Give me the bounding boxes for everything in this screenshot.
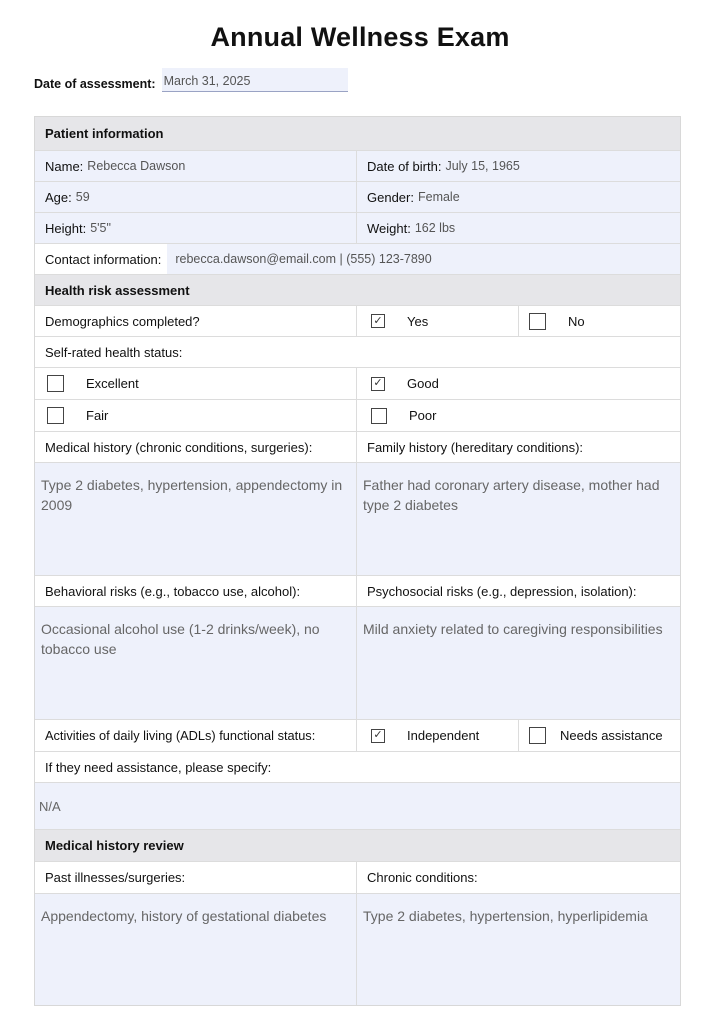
age-value: 59 (75, 190, 90, 204)
medical-history-input[interactable]: Type 2 diabetes, hypertension, appendectomy in 2009 (35, 463, 356, 575)
weight-field[interactable] (356, 213, 680, 243)
checkbox-good[interactable]: ✓ (371, 377, 385, 391)
family-history-input[interactable]: Father had coronary artery disease, mother had type 2 diabetes (356, 463, 680, 575)
option-good-label: Good (407, 376, 439, 391)
option-needs-assistance-label: Needs assistance (560, 728, 663, 743)
medical-history-label: Medical history (chronic conditions, surgeries): (45, 439, 313, 455)
option-no-label: No (568, 313, 585, 329)
checkbox-yes[interactable]: ✓ (371, 314, 385, 328)
page-title: Annual Wellness Exam (210, 22, 510, 52)
height-label: Height: (45, 220, 87, 236)
assistance-specify-input[interactable]: N/A (35, 783, 680, 829)
date-of-assessment-field[interactable]: March 31, 2025 (162, 68, 348, 92)
checkbox-fair[interactable] (47, 407, 64, 424)
health-poor-option[interactable] (356, 400, 680, 431)
health-good-option[interactable] (356, 368, 680, 399)
dob-field[interactable] (356, 151, 680, 181)
weight-label: Weight: (367, 220, 411, 236)
past-illnesses-label: Past illnesses/surgeries: (45, 870, 186, 885)
gender-label: Gender: (367, 189, 414, 205)
family-history-label: Family history (hereditary conditions): (356, 432, 680, 462)
date-of-assessment-label: Date of assessment: (34, 77, 156, 91)
dob-value: July 15, 1965 (445, 159, 520, 173)
behavioral-risks-input[interactable]: Occasional alcohol use (1-2 drinks/week), no tobacco use (35, 607, 356, 719)
contact-field[interactable] (167, 244, 680, 274)
weight-value: 162 lbs (414, 221, 456, 235)
checkbox-poor[interactable] (371, 408, 387, 424)
age-label: Age: (45, 189, 72, 205)
adl-label: Activities of daily living (ADLs) functional status: (45, 728, 316, 743)
health-excellent-option[interactable] (35, 368, 356, 399)
behavioral-risks-label: Behavioral risks (e.g., tobacco use, alcohol): (45, 583, 301, 599)
past-illnesses-input[interactable]: Appendectomy, history of gestational diabetes (35, 894, 356, 1005)
psychosocial-risks-input[interactable]: Mild anxiety related to caregiving responsibilities (356, 607, 680, 719)
section-medical-history-review: Medical history review (35, 830, 680, 861)
demographics-yes-option[interactable] (356, 306, 518, 336)
demographics-label: Demographics completed? (45, 313, 200, 329)
chronic-conditions-label: Chronic conditions: (356, 862, 680, 893)
checkbox-excellent[interactable] (47, 375, 64, 392)
checkbox-needs-assistance[interactable] (529, 727, 546, 744)
dob-label: Date of birth: (367, 158, 442, 174)
assistance-specify-label: If they need assistance, please specify: (45, 759, 272, 775)
date-of-assessment-row (34, 66, 348, 94)
name-field[interactable] (35, 151, 356, 181)
option-fair-label: Fair (86, 408, 109, 423)
height-field[interactable] (35, 213, 356, 243)
option-excellent-label: Excellent (86, 376, 139, 391)
gender-value: Female (417, 190, 460, 204)
name-value: Rebecca Dawson (87, 159, 186, 173)
checkbox-no[interactable] (529, 313, 546, 330)
contact-value: rebecca.dawson@email.com | (555) 123-7890 (175, 252, 432, 266)
age-field[interactable] (35, 182, 356, 212)
option-yes-label: Yes (407, 313, 429, 329)
adl-independent-option[interactable] (356, 720, 518, 751)
health-fair-option[interactable] (35, 400, 356, 431)
height-value: 5'5" (90, 221, 111, 235)
checkbox-independent[interactable]: ✓ (371, 729, 385, 743)
name-label: Name: (45, 158, 84, 174)
contact-label: Contact information: (45, 251, 162, 267)
option-poor-label: Poor (409, 408, 437, 423)
option-independent-label: Independent (407, 728, 480, 743)
psychosocial-risks-label: Psychosocial risks (e.g., depression, isolation): (356, 576, 680, 606)
section-patient-information: Patient information (35, 117, 680, 150)
wellness-form (34, 116, 681, 1006)
section-health-risk-assessment: Health risk assessment (35, 275, 680, 305)
contact-row (35, 244, 680, 274)
chronic-conditions-input[interactable]: Type 2 diabetes, hypertension, hyperlipidemia (356, 894, 680, 1005)
health-status-label: Self-rated health status: (45, 344, 183, 360)
gender-field[interactable] (356, 182, 680, 212)
adl-needs-assistance-option[interactable] (518, 720, 680, 751)
demographics-no-option[interactable] (518, 306, 680, 336)
